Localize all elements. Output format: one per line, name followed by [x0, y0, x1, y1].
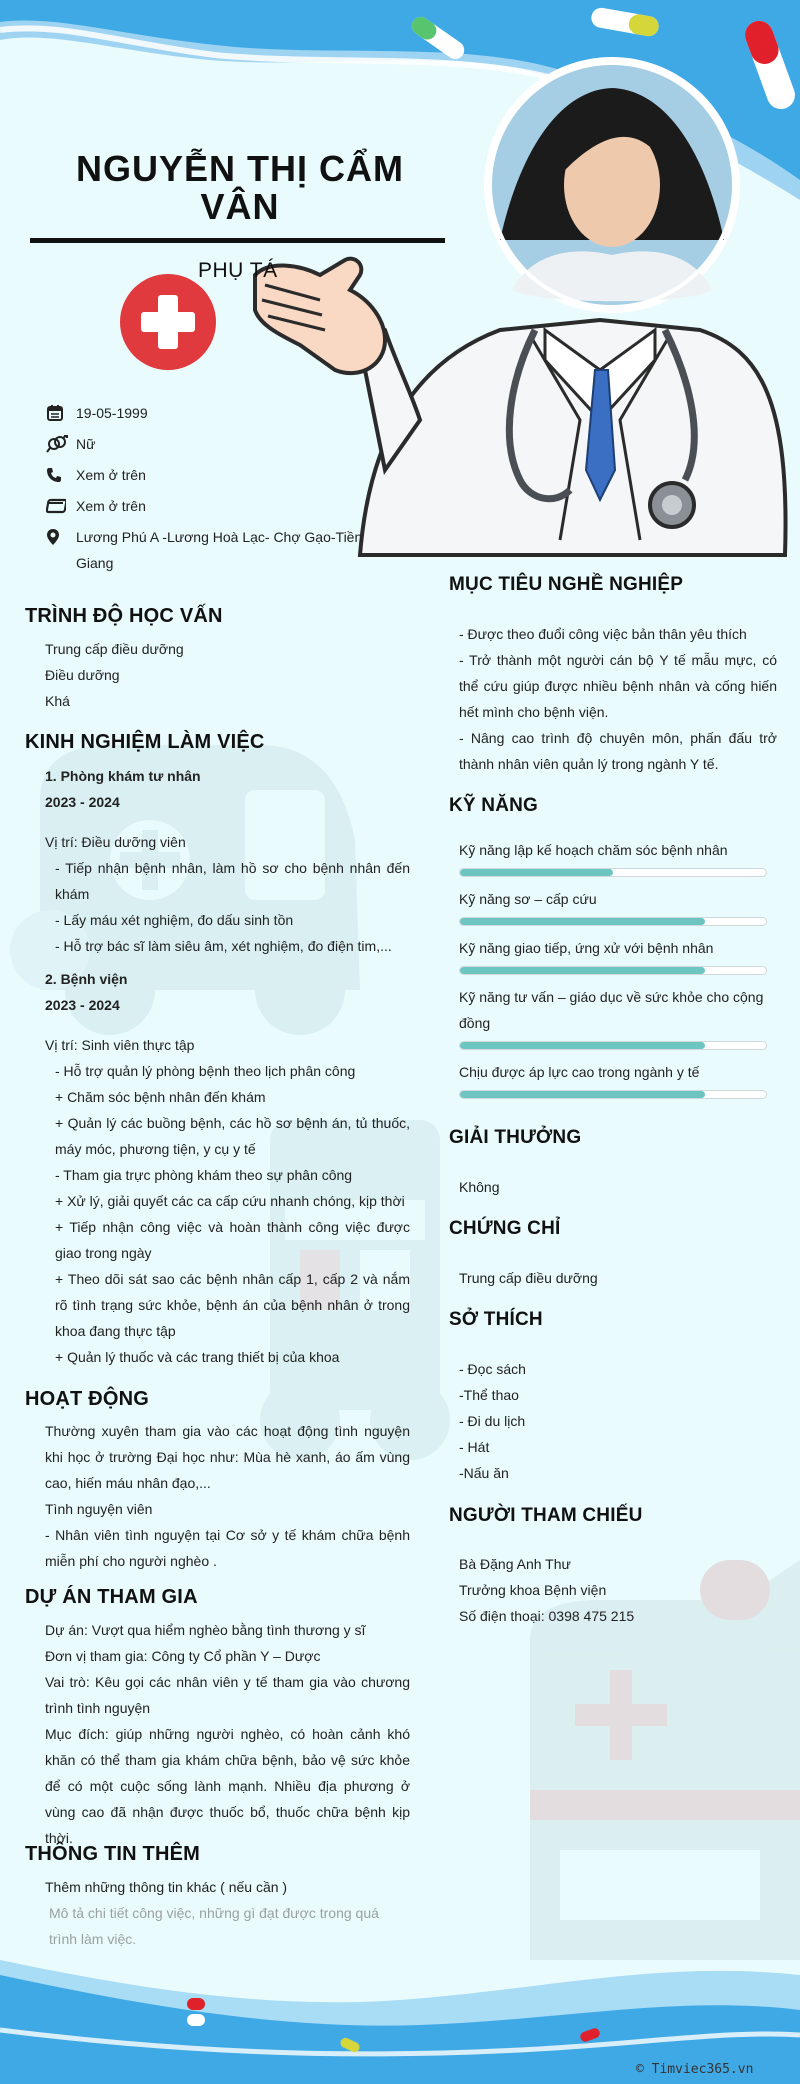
certificates-title: CHỨNG CHỈ	[449, 1218, 561, 1239]
footer-brand: © Timviec365.vn	[636, 2062, 754, 2077]
skill-bar-fill	[460, 918, 705, 925]
skill-bar	[459, 1041, 767, 1050]
job-duty: + Quản lý thuốc và các trang thiết bị của khoa	[55, 1349, 340, 1365]
skill-bar-fill	[460, 967, 705, 974]
job-duty: + Theo dõi sát sao các bệnh nhân cấp 1, cấp 2 và nắm rõ tình trạng sức khỏe, bệnh án của bệnh nhân ở trong khoa đang thực tập	[55, 1271, 410, 1339]
job-role: Vị trí: Điều dưỡng viên	[45, 834, 186, 850]
activities-text: - Nhân viên tình nguyện tại Cơ sở y tế khám chữa bệnh miễn phí cho người nghèo .	[45, 1527, 410, 1569]
skill-label: Kỹ năng tư vấn – giáo dục về sức khỏe cho cộng đồng	[459, 989, 764, 1031]
skill-bar-fill	[460, 1091, 705, 1098]
education-line: Khá	[45, 693, 70, 709]
skill-bar-fill	[460, 1042, 705, 1049]
job-duty: + Quản lý các buồng bệnh, các hồ sơ bệnh án, tủ thuốc, máy móc, phương tiện, y cụ y tế	[55, 1115, 410, 1157]
contact-phone: Xem ở trên	[46, 462, 376, 488]
hobby-item: - Hát	[459, 1439, 490, 1455]
profile-photo	[484, 57, 740, 313]
objective-title: MỤC TIÊU NGHỀ NGHIỆP	[449, 574, 684, 595]
skill-label: Chịu được áp lực cao trong ngành y tế	[459, 1064, 700, 1080]
objective-body	[459, 621, 777, 777]
experience-title: KINH NGHIỆM LÀM VIỆC	[25, 731, 265, 753]
job-duty: - Hỗ trợ bác sĩ làm siêu âm, xét nghiệm, đo điện tim,...	[55, 938, 392, 954]
job-duty: + Tiếp nhận công việc và hoàn thành công việc được giao trong ngày	[55, 1219, 410, 1261]
contact-birthdate: 19-05-1999	[46, 400, 376, 426]
job-duty: - Hỗ trợ quản lý phòng bệnh theo lịch phân công	[55, 1063, 356, 1079]
phone-icon	[46, 462, 76, 488]
contact-gender: Nữ	[46, 431, 376, 457]
gender-icon	[46, 431, 76, 457]
project-purpose: Mục đích: giúp những người nghèo, có hoàn cảnh khó khăn có thể tham gia khám chữa bệnh, bảo vệ sức khỏe để có một cuộc sống lành mạnh. Nhiều địa phương ở vùng cao đã nhận được thuốc bổ, thuốc chữa bệnh kịp thời.	[45, 1726, 410, 1846]
awards-text: Không	[459, 1179, 500, 1195]
job-position: PHỤ TÁ	[198, 259, 278, 282]
skills-title: KỸ NĂNG	[449, 795, 539, 816]
name-line-2: VÂN	[200, 186, 280, 227]
email-icon	[46, 493, 76, 519]
education-list	[45, 636, 405, 714]
job-role: Vị trí: Sinh viên thực tập	[45, 1037, 195, 1053]
hobbies-list	[459, 1356, 526, 1486]
job-duty: + Xử lý, giải quyết các ca cấp cứu nhanh chóng, kịp thời	[55, 1193, 405, 1209]
medical-cross-icon	[120, 274, 216, 370]
reference-job: Trưởng khoa Bệnh viện	[459, 1582, 607, 1598]
location-icon	[46, 524, 76, 550]
activities-body	[45, 1418, 410, 1574]
skill-bar-fill	[460, 869, 613, 876]
candidate-name	[30, 150, 450, 226]
job-duty: - Tiếp nhận bệnh nhân, làm hồ sơ cho bệnh nhân đến khám	[55, 860, 410, 902]
projects-body	[45, 1617, 410, 1851]
hobby-item: -Nấu ăn	[459, 1465, 509, 1481]
experience-job-2	[45, 966, 410, 1370]
name-divider	[30, 238, 445, 243]
activities-text: Tình nguyện viên	[45, 1501, 153, 1517]
job-period: 2023 - 2024	[45, 997, 120, 1013]
objective-text: - Được theo đuổi công việc bản thân yêu thích	[459, 626, 747, 642]
project-role: Vai trò: Kêu gọi các nhân viên y tế tham gia vào chương trình tình nguyện	[45, 1674, 410, 1716]
skill-bar	[459, 966, 767, 975]
job-duty: - Lấy máu xét nghiệm, đo dấu sinh tồn	[55, 912, 294, 928]
extra-body	[45, 1874, 410, 1952]
skill-bar	[459, 1090, 767, 1099]
objective-text: - Trở thành một người cán bộ Y tế mẫu mực, có thể cứu giúp được nhiều bệnh nhân và cống hiến hết mình cho bệnh viện.	[459, 652, 777, 720]
skill-label: Kỹ năng lập kế hoạch chăm sóc bệnh nhân	[459, 842, 728, 858]
skill-label: Kỹ năng giao tiếp, ứng xử với bệnh nhân	[459, 940, 714, 956]
hobbies-title: SỞ THÍCH	[449, 1309, 543, 1330]
activities-text: Thường xuyên tham gia vào các hoạt động tình nguyện khi học ở trường Đại học như: Mùa hè xanh, áo ấm vùng cao, hiến máu nhân đạo,...	[45, 1423, 410, 1491]
job-company: 1. Phòng khám tư nhân	[45, 768, 201, 784]
project-unit: Đơn vị tham gia: Công ty Cổ phần Y – Dược	[45, 1648, 321, 1664]
skill-label: Kỹ năng sơ – cấp cứu	[459, 891, 597, 907]
education-line: Trung cấp điều dưỡng	[45, 641, 184, 657]
references-title: NGƯỜI THAM CHIẾU	[449, 1505, 643, 1526]
projects-title: DỰ ÁN THAM GIA	[25, 1586, 198, 1608]
skill-bar	[459, 917, 767, 926]
references-body	[459, 1551, 634, 1629]
hobby-item: - Đi du lịch	[459, 1413, 526, 1429]
certificates-text: Trung cấp điều dưỡng	[459, 1270, 598, 1286]
pill-icon	[187, 2014, 205, 2026]
extra-title: THÔNG TIN THÊM	[25, 1843, 201, 1865]
hobby-item: -Thể thao	[459, 1387, 519, 1403]
contact-email: Xem ở trên	[46, 493, 376, 519]
activities-title: HOẠT ĐỘNG	[25, 1388, 150, 1410]
extra-line: Thêm những thông tin khác ( nếu cần )	[45, 1879, 288, 1895]
hobby-item: - Đọc sách	[459, 1361, 526, 1377]
education-line: Điều dưỡng	[45, 667, 120, 683]
job-duty: + Chăm sóc bệnh nhân đến khám	[55, 1089, 266, 1105]
project-name: Dự án: Vượt qua hiểm nghèo bằng tình thương y sĩ	[45, 1622, 366, 1638]
calendar-icon	[46, 400, 76, 426]
awards-title: GIẢI THƯỞNG	[449, 1127, 582, 1148]
skill-bar	[459, 868, 767, 877]
education-title: TRÌNH ĐỘ HỌC VẤN	[25, 605, 223, 627]
pill-icon	[187, 1998, 205, 2010]
reference-phone: Số điện thoại: 0398 475 215	[459, 1608, 635, 1624]
experience-job-1	[45, 763, 410, 959]
name-line-1: NGUYỄN THỊ CẨM	[76, 148, 404, 189]
reference-name: Bà Đặng Anh Thư	[459, 1556, 571, 1572]
contact-address: Lương Phú A -Lương Hoà Lạc- Chợ Gạo-Tiền Giang	[46, 524, 376, 576]
job-period: 2023 - 2024	[45, 794, 120, 810]
job-duty: - Tham gia trực phòng khám theo sự phân công	[55, 1167, 353, 1183]
extra-placeholder: Mô tả chi tiết công việc, những gì đạt được trong quá trình làm việc.	[49, 1905, 379, 1947]
objective-text: - Nâng cao trình độ chuyên môn, phấn đấu trở thành nhân viên quản lý trong ngành Y tế.	[459, 730, 777, 772]
job-company: 2. Bệnh viện	[45, 971, 128, 987]
